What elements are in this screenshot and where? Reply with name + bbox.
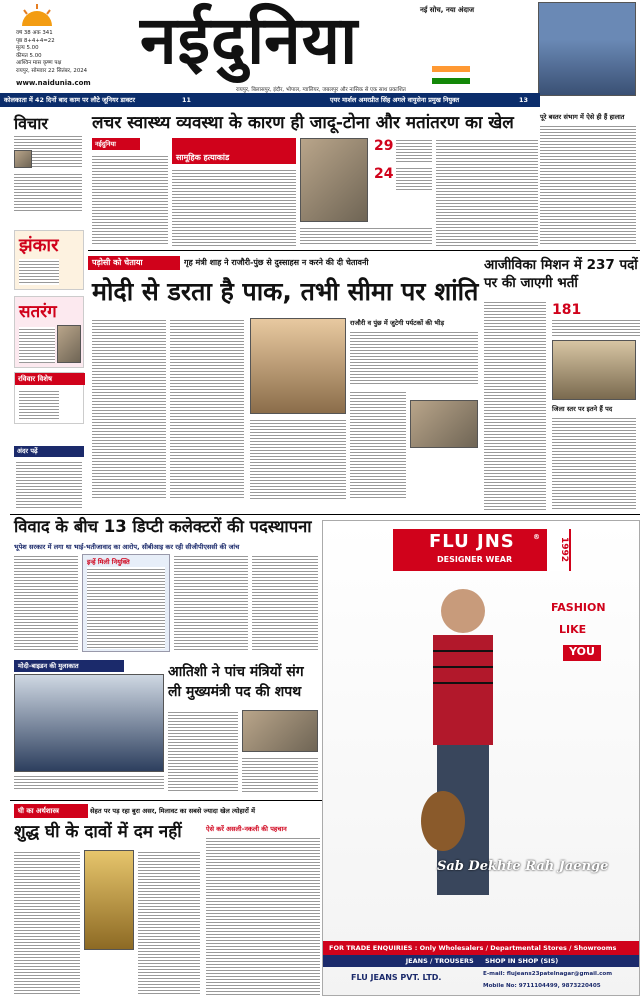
vivad-box-title: इन्हें मिली नियुक्ति [87, 558, 130, 566]
sun-logo-icon [18, 2, 56, 28]
main-text-col-3 [250, 418, 346, 500]
masthead-info [16, 30, 136, 78]
website-url[interactable]: www.naidunia.com [16, 79, 91, 87]
ad-sub: DESIGNER WEAR [437, 555, 513, 564]
tourists-photo [410, 400, 478, 448]
lead-box-label: नईदुनिया [92, 138, 140, 150]
jhankar-box[interactable] [14, 230, 84, 290]
ghee-text-col-2 [138, 850, 200, 996]
lead-text-col-3 [436, 138, 538, 246]
lead-headline[interactable]: लचर स्वास्थ्य व्यवस्था के कारण ही जादू-टोना और मतांतरण का खेल [92, 113, 514, 133]
lead-photo [300, 138, 368, 222]
vivad-box [82, 554, 170, 652]
main-sub-heading: राजौरी व पुंछ में जुटेगी पर्यटकों की भीड़ [350, 319, 445, 327]
satrang-text [19, 327, 55, 363]
modi-biden-caption [14, 774, 164, 790]
vivad-text-col-2 [174, 554, 248, 652]
andar-heading: अंदर पढ़ें [14, 446, 84, 457]
tagline: नई सोच, नया अंदाज [420, 6, 475, 14]
ajeevika-sub: जिला स्तर पर इतने हैं पद [552, 405, 613, 413]
main-text-col-4 [350, 330, 478, 386]
ad-company: FLU JEANS PVT. LTD. [351, 973, 442, 982]
ad-mobile[interactable]: Mobile No: 9711104499, 9873220405 [483, 983, 601, 989]
main-text-col-1 [92, 318, 166, 500]
info-line: पृष्ठ 8+4+4=22 [16, 37, 55, 44]
main-text-col-5 [350, 390, 406, 500]
air-marshal-portrait [538, 2, 636, 96]
lead-text-lower [300, 226, 432, 246]
lead-badge-1-text [396, 138, 432, 164]
atishi-photo [242, 710, 318, 752]
jhankar-heading: झंकार [19, 235, 59, 256]
ajeevika-text-3 [552, 416, 636, 510]
ad-email[interactable]: E-mail: flujeans23patelnagar@gmail.com [483, 971, 613, 977]
info-line: कीमत 5.00 [16, 52, 42, 59]
satrang-photo [57, 325, 81, 363]
divider [10, 800, 322, 801]
ghee-text-col-3 [206, 836, 320, 996]
strip-label: पड़ोसी को चेताया [88, 256, 180, 270]
ghee-headline[interactable]: शुद्ध घी के दावों में दम नहीं [14, 822, 182, 842]
right-photo-text [540, 124, 636, 246]
modi-biden-label: मोदी-बाइडन की मुलाकात [14, 660, 124, 672]
vivad-text-col-3 [252, 554, 318, 652]
masthead [0, 0, 640, 100]
lead-kicker: सामूहिक हत्याकांड [172, 138, 296, 164]
main-headline[interactable]: मोदी से डरता है पाक, तभी सीमा पर शांति [92, 277, 479, 306]
lead-badge-2: 24 [374, 166, 394, 182]
ad-slogan-3: YOU [563, 645, 601, 661]
divider [88, 250, 640, 251]
lead-text-col-2 [172, 168, 296, 246]
left-sidebar [0, 110, 84, 510]
divider [10, 514, 640, 515]
info-line: मूल्य 5.00 [16, 45, 39, 51]
ad-row: JEANS / TROUSERS SHOP IN SHOP (SIS) [323, 955, 640, 967]
newspaper-title: नईदुनिया [140, 2, 359, 79]
info-line: वर्ष 38 अंक 341 [16, 30, 53, 36]
ticker-bar [0, 93, 540, 107]
ghee-strip: सेहत पर पड़ रहा बुरा असर, मिलावट का सबसे ज्यादा खेल त्योहारों में [90, 807, 256, 815]
ghee-tag: घी का अर्थशास्त्र [14, 804, 88, 818]
ajeevika-text [484, 300, 546, 510]
ad-model-figure [403, 581, 523, 901]
andar-text [16, 460, 82, 508]
ticker-right[interactable]: एयर मार्शल अमरप्रीत सिंह अगले वायुसेना प्रमुख नियुक्त [330, 96, 460, 104]
vivad-headline[interactable]: विवाद के बीच 13 डिप्टी कलेक्टरों की पदस्थापना [14, 517, 312, 536]
satrang-box[interactable] [14, 296, 84, 368]
lead-text-col-1 [92, 154, 168, 246]
vivad-box-text [87, 567, 165, 649]
ad-trade: FOR TRADE ENQUIRIES : Only Wholesalers / Departmental Stores / Showrooms [323, 941, 640, 955]
ticker-left-page: 11 [182, 96, 191, 104]
ad-slogan-1: FASHION [551, 601, 606, 614]
lead-badge-2-text [396, 166, 432, 192]
ad-logo-box [393, 529, 571, 571]
flag-emblem-icon [432, 66, 470, 84]
strip-text[interactable]: गृह मंत्री शाह ने राजौरी-पुंछ से दुस्साहस न करने की दी चेतावनी [184, 258, 369, 267]
columnist-photo [14, 150, 32, 168]
vivad-text-col-1 [14, 554, 78, 652]
ravivar-box[interactable] [14, 372, 84, 424]
satrang-heading: सतरंग [19, 302, 57, 322]
jhankar-text [19, 259, 59, 285]
ajeevika-headline[interactable]: आजीविका मिशन में 237 पदों पर की जाएगी भर्ती [484, 257, 638, 291]
ajeevika-num: 181 [552, 302, 582, 318]
ajeevika-text-2 [552, 318, 640, 338]
right-photo-title[interactable]: पूरे बस्तर संभाग में ऐसे ही हैं हालात [540, 113, 625, 121]
ticker-right-page: 13 [519, 96, 528, 104]
atishi-text-col-1 [168, 710, 238, 792]
info-line: रायपुर, सोमवार 22 सितंबर, 2024 [16, 67, 88, 74]
vivad-sub: भूपेश सरकार में लगा था भाई-भतीजावाद का आरोप, सीबीआइ कर रही सीजीपीएससी की जांच [14, 543, 240, 551]
vichar-text-2 [14, 172, 82, 212]
main-text-col-2 [170, 318, 244, 500]
ad-brand: FLU JNS [429, 531, 515, 552]
info-line: आश्विन मास कृष्ण पक्ष [16, 60, 62, 66]
lead-badge-1: 29 [374, 138, 394, 154]
ad-script: Sab Dekhte Rah Jaenge [437, 859, 609, 874]
ravivar-heading: रविवार विशेष [15, 373, 85, 385]
atishi-text-col-2 [242, 756, 318, 792]
ghee-photo [84, 850, 134, 950]
ravivar-text [19, 389, 59, 421]
ghee-text-col-1 [14, 850, 80, 996]
flujns-ad[interactable] [322, 520, 640, 996]
vichar-heading: विचार [14, 114, 48, 133]
andar-box[interactable] [14, 446, 84, 510]
main-photo [250, 318, 346, 414]
modi-biden-photo [14, 674, 164, 772]
ticker-left[interactable]: कोलकाता में 42 दिनों बाद काम पर लौटे जूनियर डाक्टर [4, 96, 135, 104]
ad-slogan-2: LIKE [559, 623, 587, 636]
editions-line: रायपुर, बिलासपुर, इंदौर, भोपाल, ग्वालियर, जबलपुर और नासिक से एक साथ प्रकाशित [236, 87, 406, 93]
ajeevika-photo [552, 340, 636, 400]
ghee-sub: ऐसे करें असली-नकली की पहचान [206, 825, 287, 833]
ad-year: 1992 [547, 529, 569, 571]
atishi-headline[interactable]: आतिशी ने पांच मंत्रियों संग ली मुख्यमंत्री पद की शपथ [168, 664, 304, 700]
ad-reg-mark: ® [533, 533, 540, 541]
